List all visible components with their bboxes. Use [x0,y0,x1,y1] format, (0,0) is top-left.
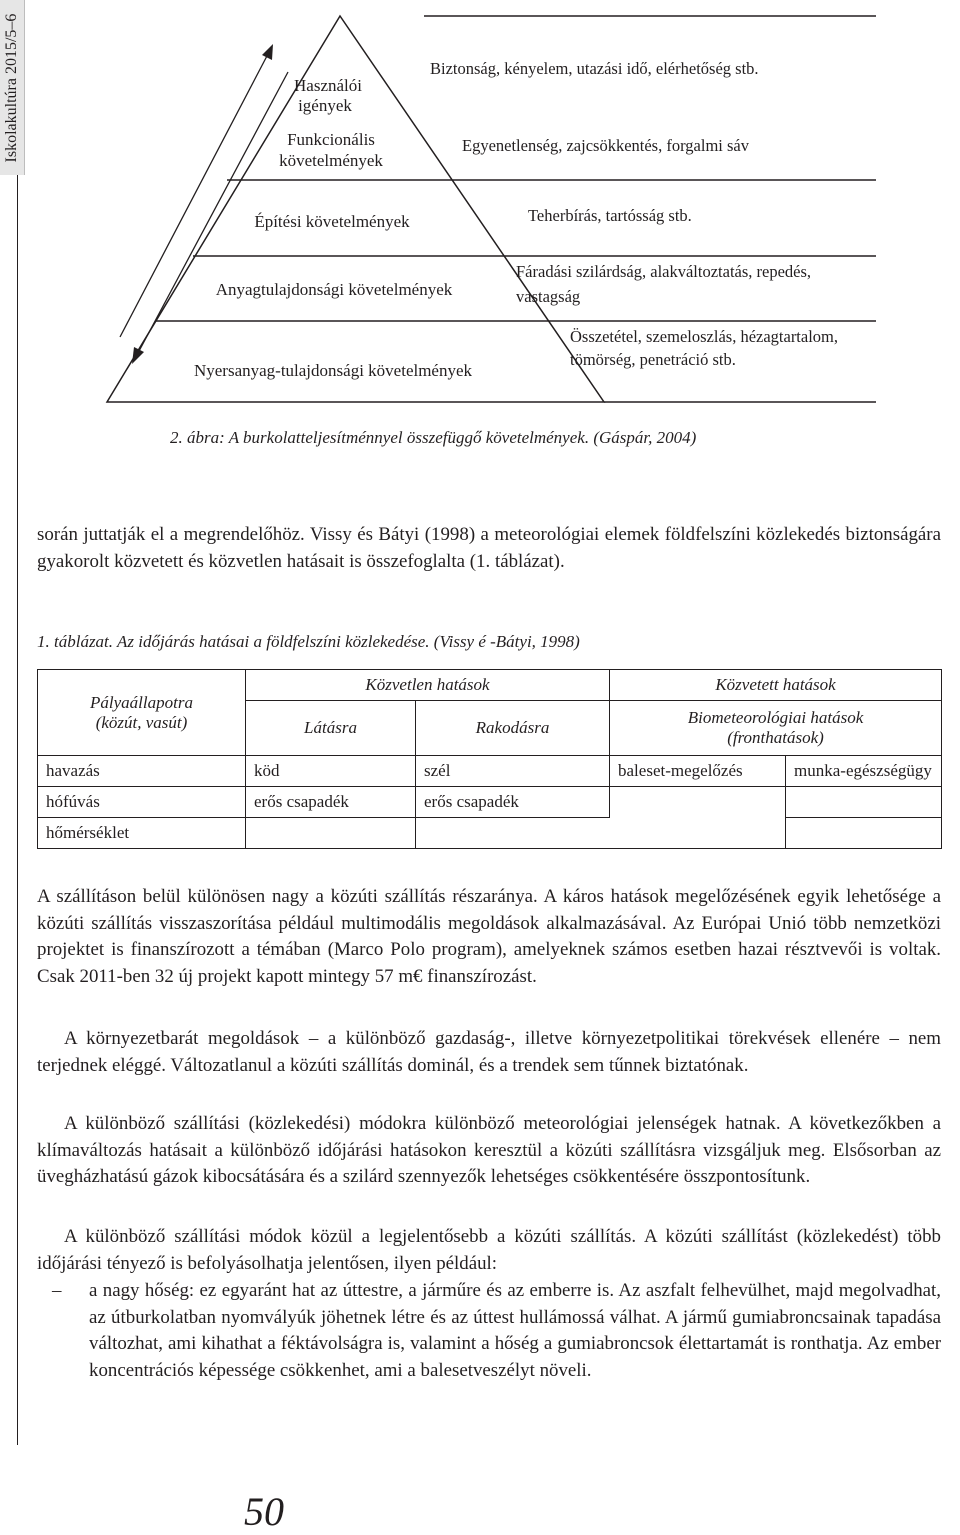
table-cell: köd [246,756,416,787]
intro-paragraph: során juttatják el a megrendelőhöz. Vissy és Bátyi (1998) a meteorológiai elemek földfelszíni közlekedés biztonságára gyakorolt közvetett és közvetlen hatásait is összefoglalta (1. táblázat). [37,524,941,572]
pyramid-right-label: Összetétel, szemeloszlás, hézagtartalom, [570,327,839,346]
header-text: (fronthatások) [727,728,824,747]
table-header-cell: Látásra [246,701,416,756]
table-cell: hőmérséklet [38,818,246,849]
header-text: (közút, vasút) [95,712,188,732]
table-header-cell: Rakodásra [416,701,610,756]
table-cell: munka-egészségügy [786,756,942,787]
pyramid-right-label: Egyenetlenség, zajcsökkentés, forgalmi sáv [462,136,749,155]
table-title: 1. táblázat. Az időjárás hatásai a földfelszíni közlekedése. (Vissy é -Bátyi, 1998) [37,632,580,651]
table-cell: hófúvás [38,787,246,818]
list-item: a nagy hőség: ez egyaránt hat az úttestre, a járműre és az emberre is. Az aszfalt felhevülhet, majd megolvadhat, az útburkolatban nyomvályúk jöhetnek létre és az úttest hullámossá válhat. A jármű gumiabroncsainak tapadása változhat, ami kihathat a féktávolságra is, valamint a hőség a gumiabroncsok élettartamát is ronthatja. Az ember koncentrációs képessége csökkenhet, ami a balesetveszélyt növeli. [89,1280,941,1381]
body-paragraph-3: A különböző szállítási (közlekedési) módokra különböző meteorológiai jelenségek hatnak. A következőkben a klímaváltozás hatásait a különböző időjárási hatásokon keresztül a közúti szállításra vizsgáljuk meg. Elsősorban az üvegházhatású gázok kibocsátására és a szilárd szennyezők lehetséges csökkentésére összpontosítunk. [37,1113,941,1187]
table-cell [416,818,610,849]
table-cell [610,787,786,818]
pyramid-left-label: Nyersanyag-tulajdonsági követelmények [193,361,473,380]
figure-caption: 2. ábra: A burkolatteljesítménnyel összefüggő követelmények. (Gáspár, 2004) [170,428,697,447]
table-cell [786,818,942,849]
header-text: Biometeorológiai hatások [687,708,864,727]
weather-effects-table [37,669,942,849]
table-cell: havazás [38,756,246,787]
pyramid-right-label: Fáradási szilárdság, alakváltoztatás, repedés, [516,262,812,281]
page-number: 50 [244,1489,284,1534]
running-title: Iskolakultúra 2015/5–6 [3,13,20,163]
pyramid-right-label: Teherbírás, tartósság stb. [528,206,692,225]
requirements-pyramid-figure [0,0,960,420]
table-header-row [38,670,942,701]
list-bullet-dash: – [52,1280,62,1301]
arrow-up-head [262,44,273,60]
pyramid-right-label: tömörség, penetráció stb. [570,350,736,369]
pyramid-left-label: követelmények [279,151,383,170]
body-paragraph-2: A környezetbarát megoldások – a különböző gazdaság-, illetve környezetpolitikai törekvések ellenére – nem terjednek eléggé. Változatlanul a közúti szállítás dominál, és a trendek sem tűnnek biztatónak. [37,1028,941,1076]
table-cell [786,787,942,818]
table-header-cell: Közvetlen hatások [246,670,610,701]
pyramid-left-label: Építési követelmények [254,212,410,231]
table-cell: szél [416,756,610,787]
pyramid-right-label: Biztonság, kényelem, utazási idő, elérhetőség stb. [430,59,759,78]
table-cell [246,818,416,849]
table-row [38,818,942,849]
table-cell [610,818,786,849]
body-paragraph-1: A szállításon belül különösen nagy a közúti szállítás részaránya. A káros hatások megelőzésének egyik lehetősége a közúti szállítás visszaszorítása például multimodális megoldások alkalmazásával. Az Európai Unió több nemzetközi projektet is finanszírozott a témában (Marco Polo program), amelyeknek számos esetben hazai résztvevői is voltak. Csak 2011-ben 32 új projekt kapott mintegy 57 m€ finanszírozást. [37,886,941,987]
pyramid-right-label: vastagság [516,287,581,306]
table-row [38,787,942,818]
header-text: Pályaállapotra [90,692,193,712]
table-header-cell [610,701,942,756]
table-cell: erős csapadék [416,787,610,818]
arrow-down-head [132,347,144,364]
table-cell: erős csapadék [246,787,416,818]
pyramid-left-label: Funkcionális [287,130,375,149]
pyramid-left-label: Anyagtulajdonsági követelmények [215,280,453,299]
table-cell: baleset-megelőzés [610,756,786,787]
table-header-cell: Közvetett hatások [610,670,942,701]
pyramid-left-label: igények [298,96,352,115]
table-row [38,756,942,787]
table-header-cell [38,670,246,756]
body-paragraph-4: A különböző szállítási módok közül a legjelentősebb a közúti szállítás. A közúti szállítást (közlekedést) több időjárási tényező is befolyásolhatja jelentősen, ilyen például: [37,1226,941,1274]
pyramid-left-label: Használói [294,76,362,95]
